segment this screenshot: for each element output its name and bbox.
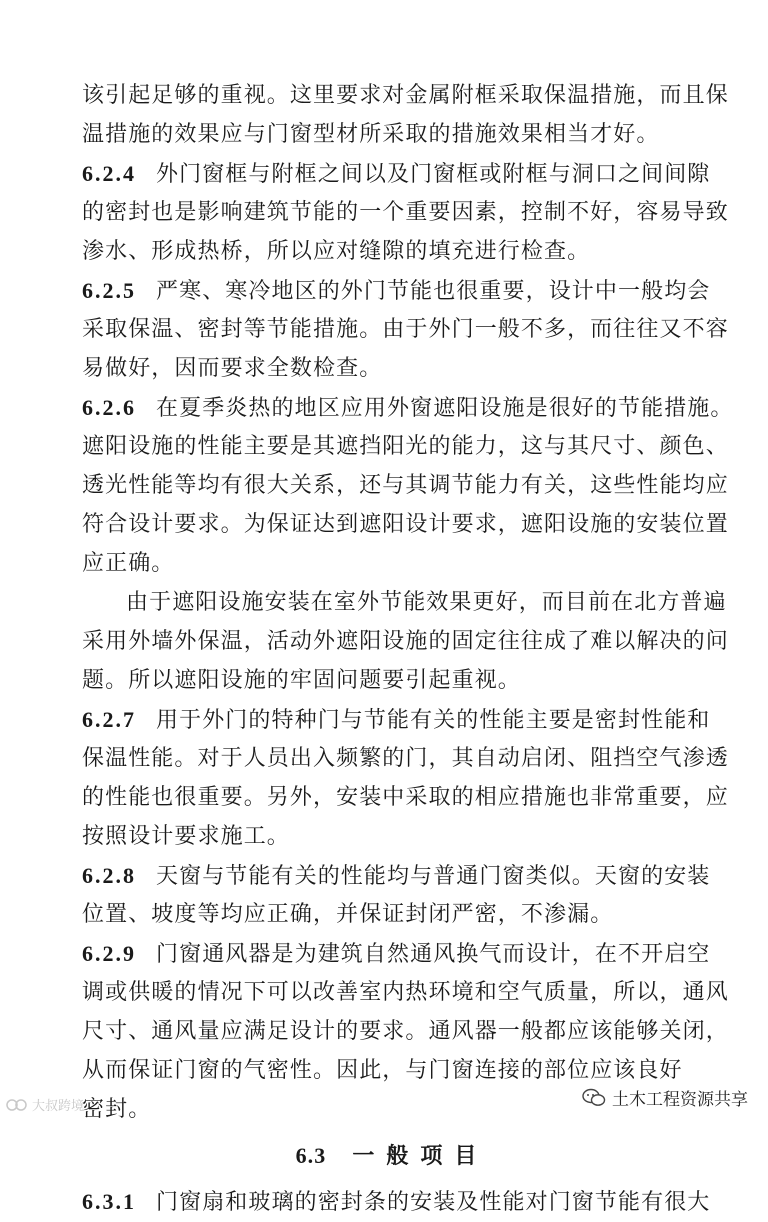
clause-number: 6.2.4 — [82, 161, 136, 186]
text-line — [82, 973, 729, 1012]
line-text: 的密封也是影响建筑节能的一个重要因素，控制不好，容易导致 — [82, 200, 729, 225]
line-text: 透光性能等均有很大关系，还与其调节能力有关，这些性能均应 — [82, 473, 729, 498]
watermark-right-text: 土木工程资源共享 — [612, 1090, 748, 1110]
text-line — [82, 778, 729, 817]
text-line — [82, 661, 702, 700]
line-text: 尺寸、通风量应满足设计的要求。通风器一般都应该能够关闭， — [82, 1019, 729, 1044]
text-line — [82, 76, 729, 115]
wechat-icon — [582, 1088, 606, 1108]
line-text: 外门窗框与附框之间以及门窗框或附框与洞口之间间隙 — [156, 162, 711, 187]
text-line — [82, 115, 702, 154]
clause-first-line — [82, 856, 711, 895]
line-text: 遮阳设施的性能主要是其遮挡阳光的能力，这与其尺寸、颜色、 — [82, 434, 729, 459]
line-text: 从而保证门窗的气密性。因此，与门窗连接的部位应该良好 — [82, 1058, 683, 1083]
clause-first-line — [82, 154, 711, 193]
line-text: 的性能也很重要。另外，安装中采取的相应措施也非常重要，应 — [82, 785, 729, 810]
clause-number: 6.2.9 — [82, 941, 136, 966]
line-text: 天窗与节能有关的性能均与普通门窗类似。天窗的安装 — [156, 864, 711, 889]
line-text: 温措施的效果应与门窗型材所采取的措施效果相当才好。 — [82, 122, 660, 147]
line-text: 用于外门的特种门与节能有关的性能主要是密封性能和 — [156, 708, 711, 733]
watermark-right — [582, 1085, 748, 1110]
section-number: 6.3 — [295, 1143, 327, 1168]
text-line — [82, 544, 702, 583]
clause-first-line — [82, 271, 711, 310]
text-line — [82, 739, 729, 778]
text-line — [82, 1012, 729, 1051]
line-text: 保温性能。对于人员出入频繁的门，其自动启闭、阻挡空气渗透 — [82, 746, 729, 771]
text-line — [82, 193, 729, 232]
line-text: 采取保温、密封等节能措施。由于外门一般不多，而往往又不容 — [82, 317, 729, 342]
clause-number: 6.2.5 — [82, 278, 136, 303]
text-line — [82, 232, 702, 271]
text-line — [82, 505, 729, 544]
text-line — [82, 817, 702, 856]
clause-number: 6.3.1 — [82, 1189, 136, 1214]
watermark-logo-icon — [6, 1098, 28, 1112]
clause-number: 6.2.6 — [82, 395, 136, 420]
line-text: 渗水、形成热桥，所以应对缝隙的填充进行检查。 — [82, 239, 591, 264]
text-line — [82, 583, 727, 622]
section-title: 一般项目 — [352, 1143, 489, 1169]
line-text: 调或供暖的情况下可以改善室内热环境和空气质量，所以，通风 — [82, 980, 729, 1005]
line-text: 该引起足够的重视。这里要求对金属附框采取保温措施，而且保 — [82, 83, 729, 108]
line-text: 在夏季炎热的地区应用外窗遮阳设施是很好的节能措施。 — [156, 396, 734, 421]
clause-number: 6.2.8 — [82, 863, 136, 888]
clause-first-line — [82, 388, 734, 427]
text-line — [82, 310, 729, 349]
line-text: 采用外墙外保温，活动外遮阳设施的固定往往成了难以解决的问 — [82, 629, 729, 654]
line-text: 严寒、寒冷地区的外门节能也很重要，设计中一般均会 — [156, 279, 711, 304]
line-text: 由于遮阳设施安装在室外节能效果更好，而目前在北方普遍 — [126, 590, 727, 615]
text-line — [82, 427, 729, 466]
text-line — [82, 349, 702, 388]
clause-first-line — [82, 700, 711, 739]
line-text: 位置、坡度等均应正确，并保证封闭严密，不渗漏。 — [82, 902, 614, 927]
line-text: 按照设计要求施工。 — [82, 824, 290, 849]
text-line — [82, 622, 729, 661]
line-text: 应正确。 — [82, 551, 175, 576]
watermark-left-text: 大叔跨境 — [32, 1099, 85, 1114]
line-text: 密封。 — [82, 1097, 152, 1122]
line-text: 易做好，因而要求全数检查。 — [82, 356, 383, 381]
line-text: 门窗扇和玻璃的密封条的安装及性能对门窗节能有很大 — [156, 1190, 711, 1215]
section-heading — [82, 1136, 702, 1175]
clause-first-line — [82, 1182, 711, 1221]
line-text: 门窗通风器是为建筑自然通风换气而设计，在不开启空 — [156, 942, 711, 967]
text-line — [82, 895, 702, 934]
clause-number: 6.2.7 — [82, 707, 136, 732]
document-body — [82, 76, 734, 1221]
watermark-left — [6, 1095, 84, 1114]
line-text: 题。所以遮阳设施的牢固问题要引起重视。 — [82, 668, 521, 693]
text-line — [82, 466, 729, 505]
line-text: 符合设计要求。为保证达到遮阳设计要求，遮阳设施的安装位置 — [82, 512, 729, 537]
page-footer — [0, 1084, 768, 1114]
clause-first-line — [82, 934, 711, 973]
